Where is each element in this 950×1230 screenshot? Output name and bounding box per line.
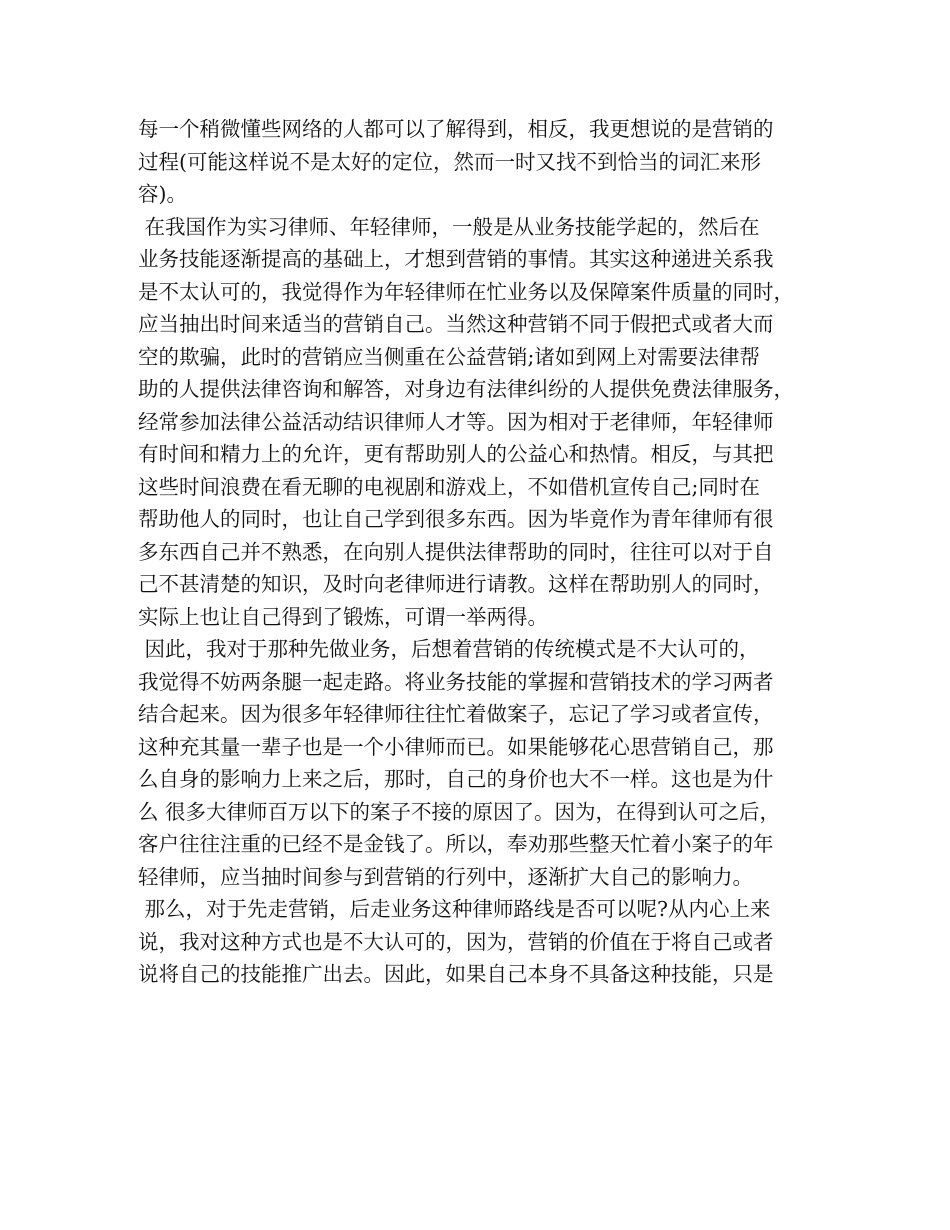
text-line: 助的人提供法律咨询和解答，对身边有法律纠纷的人提供免费法律服务，: [138, 377, 794, 401]
body-text: [138, 113, 818, 991]
text-line: 这种充其量一辈子也是一个小律师而已。如果能够花心思营销自己，那: [138, 734, 774, 759]
text-line: 业务技能逐渐提高的基础上，才想到营销的事情。其实这种递进关系我: [138, 247, 774, 271]
text-line: 客户往往注重的已经不是金钱了。所以，奉劝那些整天忙着小案子的年: [138, 832, 774, 856]
text-line: 么 很多大律师百万以下的案子不接的原因了。因为，在得到认可之后，: [138, 799, 781, 824]
text-line: 在我国作为实习律师、年轻律师，一般是从业务技能学起的，然后在: [138, 214, 760, 239]
text-line: 么自身的影响力上来之后，那时，自己的身价也大不一样。这也是为什: [138, 767, 774, 791]
text-line: 空的欺骗，此时的营销应当侧重在公益营销;诸如到网上对需要法律帮: [138, 344, 760, 369]
text-line: 说，我对这种方式也是不大认可的，因为，营销的价值在于将自己或者: [138, 929, 774, 954]
text-line: 帮助他人的同时，也让自己学到很多东西。因为毕竟作为青年律师有很: [138, 507, 774, 531]
text-line: 应当抽出时间来适当的营销自己。当然这种营销不同于假把式或者大而: [138, 312, 774, 336]
text-line: 经常参加法律公益活动结识律师人才等。因为相对于老律师，年轻律师: [138, 409, 774, 434]
text-line: 容)。: [138, 182, 187, 206]
text-line: 因此，我对于那种先做业务，后想着营销的传统模式是不大认可的，: [138, 637, 760, 661]
text-line: 结合起来。因为很多年轻律师往往忙着做案子，忘记了学习或者宣传，: [138, 702, 774, 726]
text-line: 己不甚清楚的知识，及时向老律师进行请教。这样在帮助别人的同时，: [138, 572, 774, 596]
text-line: 有时间和精力上的允许，更有帮助别人的公益心和热情。相反，与其把: [138, 442, 774, 466]
text-line: 那么，对于先走营销，后走业务这种律师路线是否可以呢?从内心上来: [138, 897, 771, 921]
text-line: 多东西自己并不熟悉，在向别人提供法律帮助的同时，往往可以对于自: [138, 539, 774, 564]
text-line: 我觉得不妨两条腿一起走路。将业务技能的掌握和营销技术的学习两者: [138, 669, 774, 694]
text-line: 是不太认可的，我觉得作为年轻律师在忙业务以及保障案件质量的同时，: [138, 279, 794, 304]
text-line: 实际上也让自己得到了锻炼，可谓一举两得。: [138, 604, 548, 629]
text-line: 每一个稍微懂些网络的人都可以了解得到，相反，我更想说的是营销的: [138, 117, 774, 141]
text-line: 轻律师，应当抽时间参与到营销的行列中，逐渐扩大自己的影响力。: [138, 864, 753, 889]
text-line: 这些时间浪费在看无聊的电视剧和游戏上，不如借机宣传自己;同时在: [138, 474, 760, 499]
text-line: 说将自己的技能推广出去。因此，如果自己本身不具备这种技能，只是: [138, 962, 774, 986]
text-line: 过程(可能这样说不是太好的定位，然而一时又找不到恰当的词汇来形: [138, 149, 761, 174]
